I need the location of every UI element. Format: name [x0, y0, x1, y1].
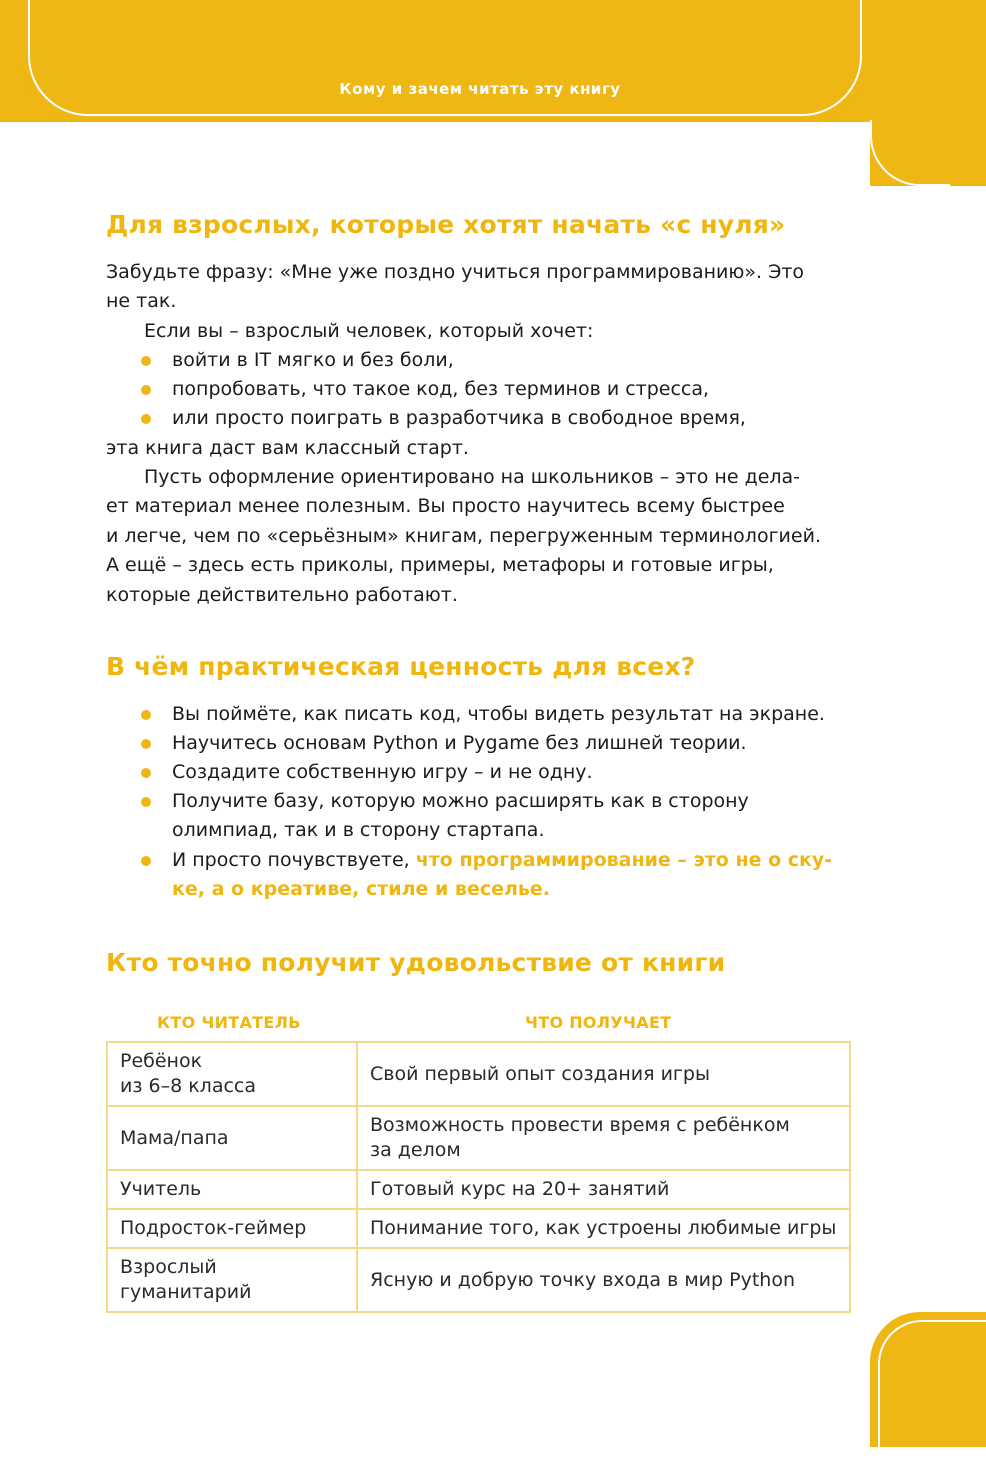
bullet-icon [141, 414, 151, 424]
paragraph-line: и легче, чем по «серьёзным» книгам, перегруженным терминологией. [106, 525, 821, 547]
reader-cell: Подросток-геймер [107, 1209, 357, 1248]
section-heading-value: В чём практическая ценность для всех? [106, 652, 696, 681]
header-white-area [0, 122, 870, 186]
bullet-icon [141, 856, 151, 866]
reader-cell: Ребёнок из 6–8 класса [107, 1042, 357, 1106]
paragraph-line: Забудьте фразу: «Мне уже поздно учиться программированию». Это [106, 261, 805, 283]
bullet-icon [141, 739, 151, 749]
table-row [107, 1170, 850, 1209]
list-item: И просто почувствуете, что программирование – это не о ску- [172, 846, 832, 876]
list-item: или просто поиграть в разработчика в свободное время, [172, 404, 746, 434]
bullet-icon [141, 768, 151, 778]
page-corner-tab [870, 1312, 986, 1447]
gets-cell: Ясную и добрую точку входа в мир Python [357, 1248, 850, 1312]
paragraph-line: которые действительно работают. [106, 584, 458, 606]
bullet-icon [141, 356, 151, 366]
table-row [107, 1248, 850, 1312]
bullet-icon [141, 710, 151, 720]
readers-table [106, 1041, 851, 1313]
gets-cell: Готовый курс на 20+ занятий [357, 1170, 850, 1209]
paragraph-line: эта книга даст вам классный старт. [106, 437, 469, 459]
paragraph-line: не так. [106, 290, 177, 312]
list-item: Вы поймёте, как писать код, чтобы видеть результат на экране. [172, 700, 825, 730]
column-header-reader: КТО ЧИТАТЕЛЬ [157, 1013, 301, 1032]
paragraph-intro: Если вы – взрослый человек, который хочет: [144, 320, 594, 342]
list-item-continuation: олимпиад, так и в сторону стартапа. [172, 819, 545, 841]
paragraph-line: ет материал менее полезным. Вы просто научитесь всему быстрее [106, 495, 785, 517]
list-item: войти в IT мягко и без боли, [172, 346, 454, 376]
bullet-icon [141, 797, 151, 807]
section-heading-adults: Для взрослых, которые хотят начать «с нуля» [106, 210, 786, 239]
list-item: Создадите собственную игру – и не одну. [172, 758, 593, 788]
list-item: Научитесь основам Python и Pygame без лишней теории. [172, 729, 747, 759]
table-row [107, 1042, 850, 1106]
reader-cell: Мама/папа [107, 1106, 357, 1170]
running-head: Кому и зачем читать эту книгу [339, 80, 621, 98]
list-item: Получите базу, которую можно расширять как в сторону [172, 787, 749, 817]
paragraph-line: Пусть оформление ориентировано на школьников – это не дела- [144, 466, 801, 488]
gets-cell: Понимание того, как устроены любимые игры [357, 1209, 850, 1248]
table-row [107, 1106, 850, 1170]
reader-cell: Учитель [107, 1170, 357, 1209]
list-item: попробовать, что такое код, без терминов и стресса, [172, 375, 709, 405]
bullet-icon [141, 385, 151, 395]
gets-cell: Возможность провести время с ребёнком за делом [357, 1106, 850, 1170]
paragraph-line: А ещё – здесь есть приколы, примеры, метафоры и готовые игры, [106, 554, 774, 576]
list-item-continuation: ке, а о креативе, стиле и веселье. [172, 878, 551, 900]
section-heading-audience: Кто точно получит удовольствие от книги [106, 948, 726, 977]
running-head-bar [22, 0, 868, 122]
table-row [107, 1209, 850, 1248]
column-header-gets: ЧТО ПОЛУЧАЕТ [525, 1013, 672, 1032]
gets-cell: Свой первый опыт создания игры [357, 1042, 850, 1106]
reader-cell: Взрослый гуманитарий [107, 1248, 357, 1312]
